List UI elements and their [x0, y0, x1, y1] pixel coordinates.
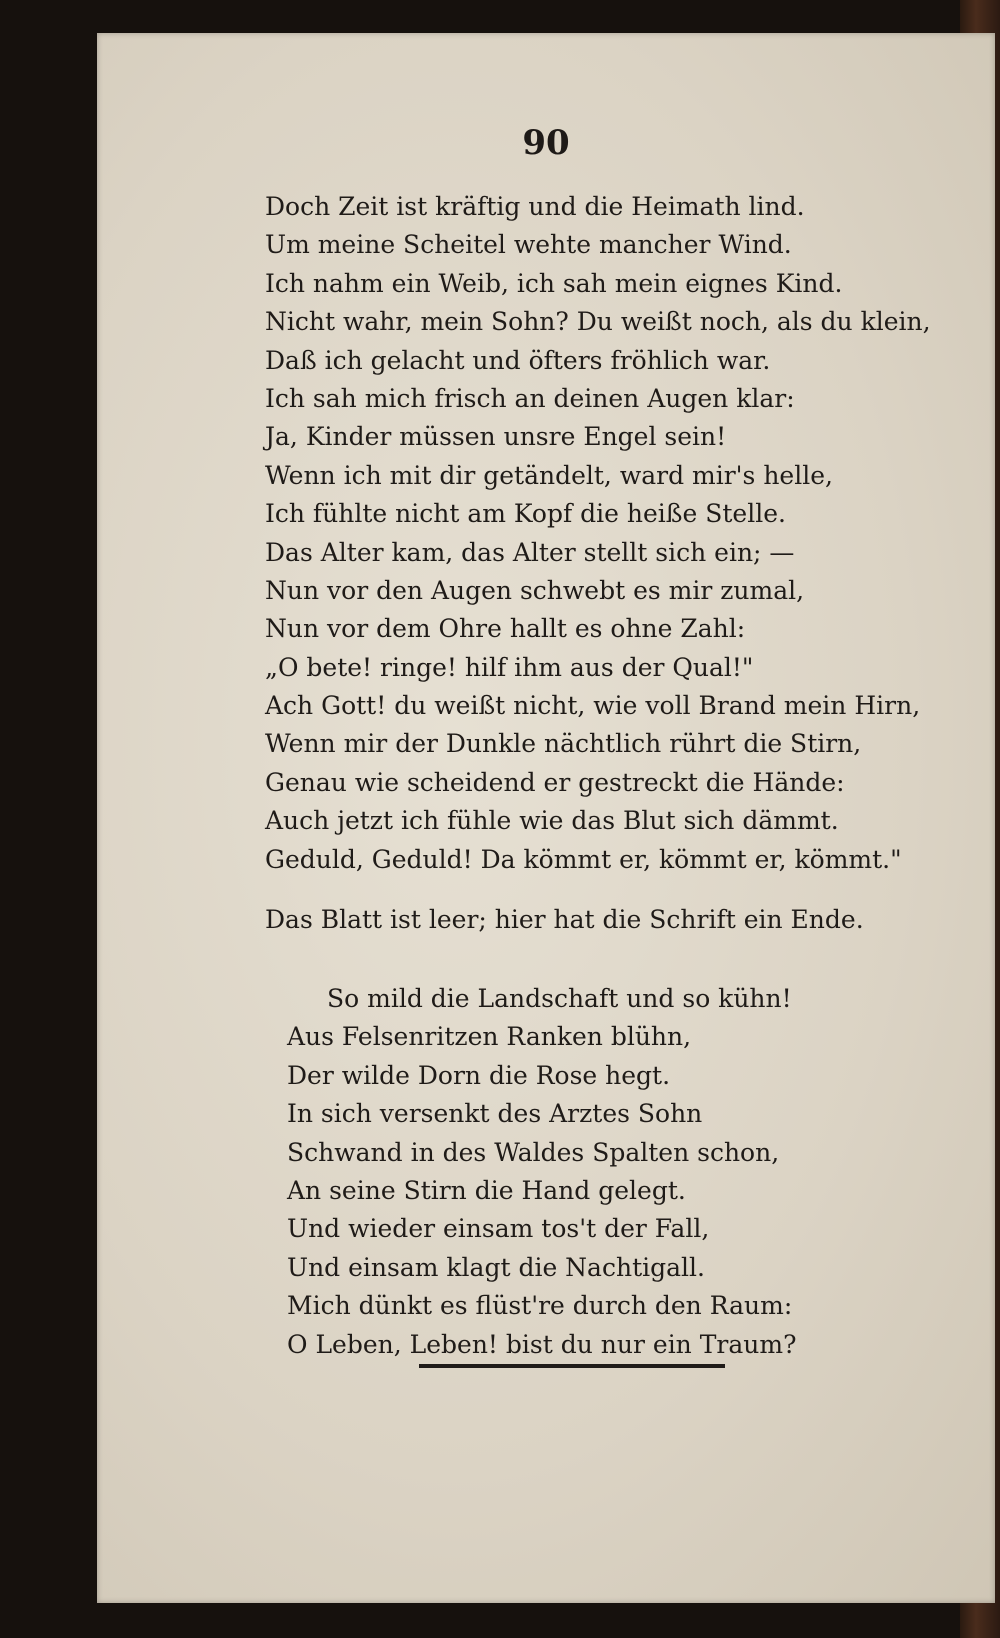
- poem-line: Wenn mir der Dunkle nächtlich rührt die Stirn,: [265, 729, 862, 759]
- poem-line: Wenn ich mit dir getändelt, ward mir's helle,: [265, 460, 833, 490]
- poem-line: Ja, Kinder müssen unsre Engel sein!: [265, 422, 727, 452]
- poem-line: Um meine Scheitel wehte mancher Wind.: [265, 230, 792, 260]
- poem-line: Daß ich gelacht und öfters fröhlich war.: [265, 345, 771, 375]
- poem-line: Ich sah mich frisch an deinen Augen klar:: [265, 383, 795, 413]
- poem-line: Und wieder einsam tos't der Fall,: [287, 1214, 710, 1244]
- poem-line: Aus Felsenritzen Ranken blühn,: [287, 1022, 692, 1052]
- poem-line: Der wilde Dorn die Rose hegt.: [287, 1060, 671, 1090]
- poem-line: So mild die Landschaft und so kühn!: [327, 984, 792, 1013]
- end-rule: [419, 1364, 725, 1368]
- poem-line: Nun vor den Augen schwebt es mir zumal,: [265, 575, 805, 605]
- poem-line: Nicht wahr, mein Sohn? Du weißt noch, als du klein,: [265, 307, 931, 337]
- poem-line: Geduld, Geduld! Da kömmt er, kömmt er, kömmt.": [265, 844, 902, 874]
- poem-stanza-main: [265, 188, 931, 879]
- poem-line: Genau wie scheidend er gestreckt die Hände:: [265, 767, 845, 797]
- poem-line: Nun vor dem Ohre hallt es ohne Zahl:: [265, 614, 746, 644]
- book-page: [97, 33, 995, 1603]
- poem-line: Ich fühlte nicht am Kopf die heiße Stelle.: [265, 499, 786, 529]
- poem-line: In sich versenkt des Arztes Sohn: [287, 1099, 703, 1129]
- poem-line: Das Alter kam, das Alter stellt sich ein; —: [265, 537, 795, 567]
- poem-line: Mich dünkt es flüst're durch den Raum:: [287, 1291, 793, 1321]
- poem-line: Auch jetzt ich fühle wie das Blut sich dämmt.: [265, 806, 839, 836]
- poem-stanza-verse: [287, 980, 796, 1364]
- poem-line: Ach Gott! du weißt nicht, wie voll Brand mein Hirn,: [265, 691, 921, 721]
- poem-line: Schwand in des Waldes Spalten schon,: [287, 1137, 780, 1167]
- poem-line: Doch Zeit ist kräftig und die Heimath lind.: [265, 192, 805, 221]
- poem-line: Und einsam klagt die Nachtigall.: [287, 1252, 705, 1282]
- poem-line: „O bete! ringe! hilf ihm aus der Qual!": [265, 652, 754, 682]
- poem-line: O Leben, Leben! bist du nur ein Traum?: [287, 1329, 797, 1359]
- poem-line: An seine Stirn die Hand gelegt.: [287, 1175, 686, 1205]
- poem-line: Ich nahm ein Weib, ich sah mein eignes Kind.: [265, 268, 843, 298]
- closing-line: Das Blatt ist leer; hier hat die Schrift ein Ende.: [265, 905, 864, 934]
- page-number: 90: [522, 123, 570, 163]
